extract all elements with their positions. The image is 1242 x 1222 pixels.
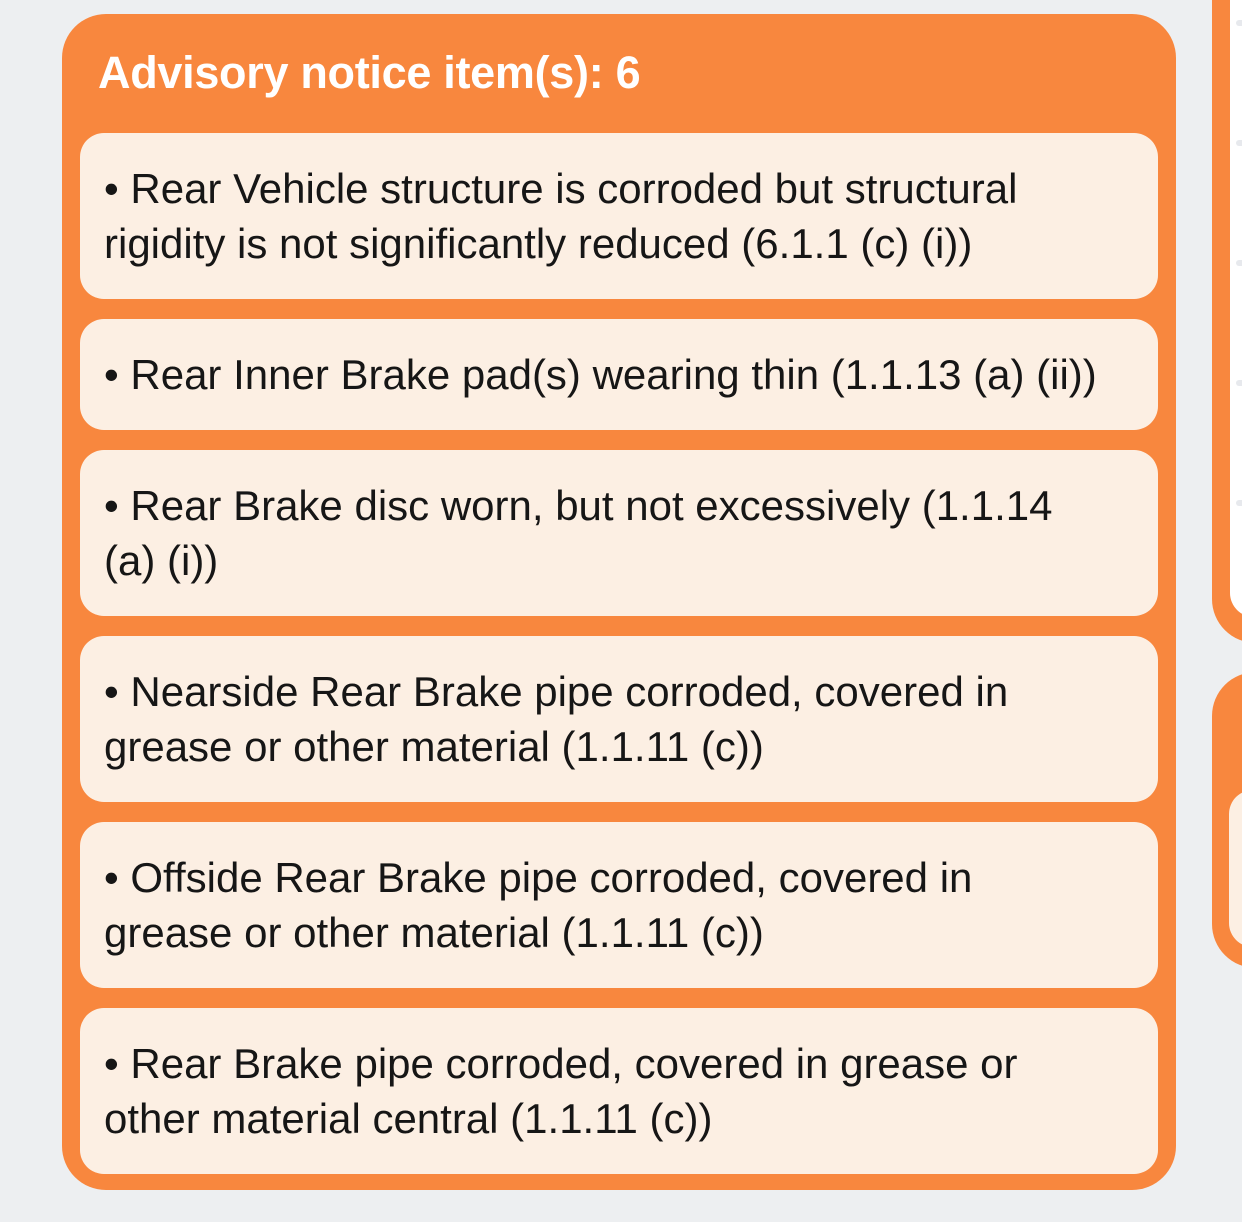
advisory-item xyxy=(80,822,1158,988)
bullet-icon: • xyxy=(104,854,131,901)
advisory-item-text: Offside Rear Brake pipe corroded, covered in grease or other material (1.1.11 (c)) xyxy=(104,854,973,956)
next-card-item-partial xyxy=(1229,790,1242,947)
next-card-partial-top[interactable] xyxy=(1212,0,1242,643)
advisory-item xyxy=(80,636,1158,802)
advisory-item-text: Rear Brake pipe corroded, covered in grease or other material central (1.1.11 (c)) xyxy=(104,1040,1018,1142)
advisory-item-text: Rear Vehicle structure is corroded but structural rigidity is not significantly reduced (6.1.1 (c) (i)) xyxy=(104,165,1018,267)
bullet-icon: • xyxy=(104,1040,131,1087)
next-card-partial-bottom[interactable] xyxy=(1212,672,1242,968)
advisory-item-text: Nearside Rear Brake pipe corroded, covered in grease or other material (1.1.11 (c)) xyxy=(104,668,1009,770)
advisory-item xyxy=(80,133,1158,299)
list-divider-tip xyxy=(1236,500,1242,506)
bullet-icon: • xyxy=(104,165,131,212)
advisory-item-text: Rear Inner Brake pad(s) wearing thin (1.1.13 (a) (ii)) xyxy=(130,351,1097,398)
list-divider-tip xyxy=(1236,260,1242,266)
bullet-icon: • xyxy=(104,668,131,715)
next-card-white-panel xyxy=(1230,0,1242,617)
list-divider-tip xyxy=(1236,20,1242,26)
advisory-card-title: Advisory notice item(s): 6 xyxy=(98,47,641,98)
advisory-item xyxy=(80,450,1158,616)
bullet-icon: • xyxy=(104,351,131,398)
advisory-item xyxy=(80,319,1158,430)
advisory-notices-card[interactable] xyxy=(62,14,1176,1190)
advisory-items-list xyxy=(80,133,1158,1174)
bullet-icon: • xyxy=(104,482,131,529)
list-divider-tip xyxy=(1236,380,1242,386)
advisory-item xyxy=(80,1008,1158,1174)
list-divider-tip xyxy=(1236,140,1242,146)
advisory-item-text: Rear Brake disc worn, but not excessively (1.1.14 (a) (i)) xyxy=(104,482,1053,584)
